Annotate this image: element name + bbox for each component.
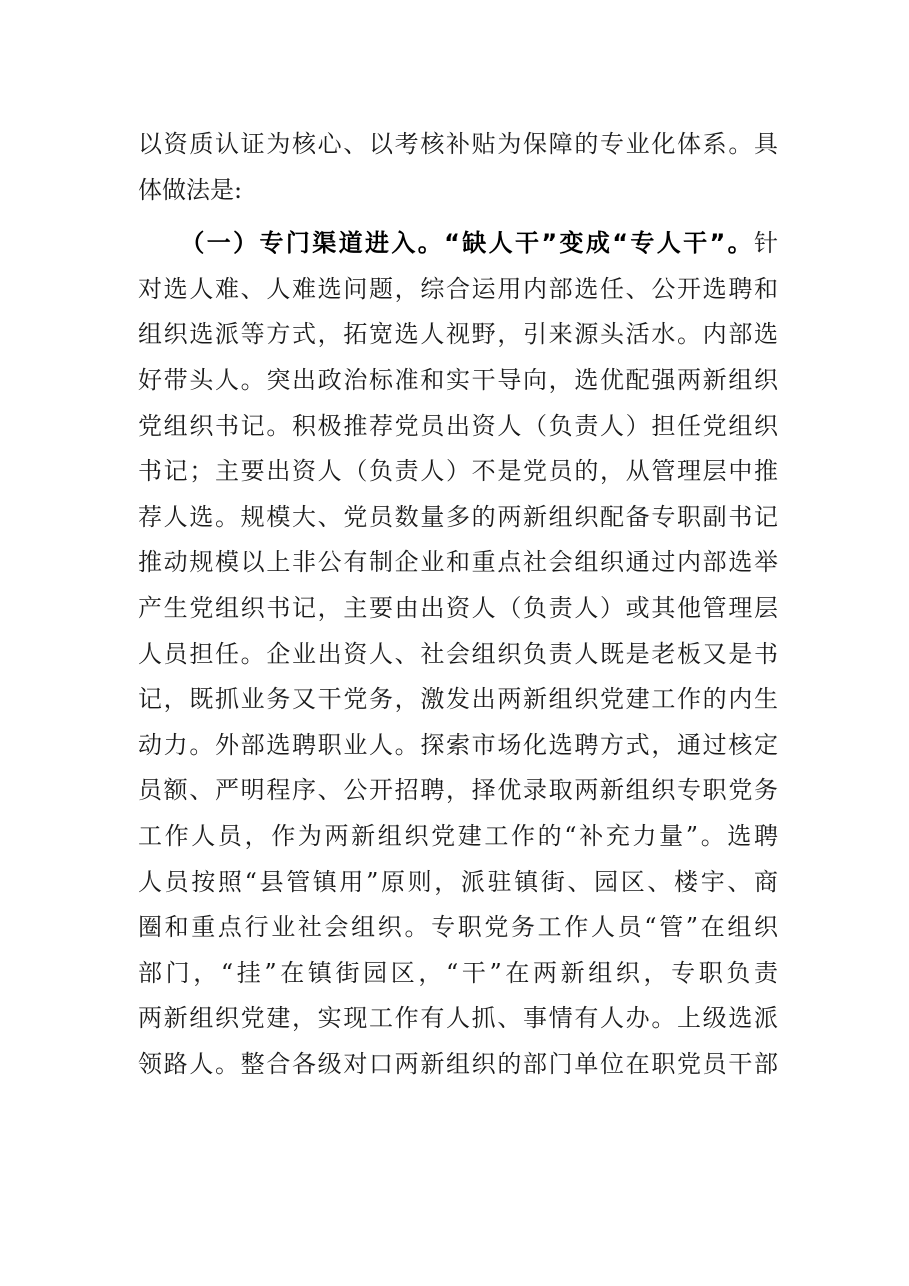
document-body (138, 122, 778, 1087)
text-line: 工作人员，作为两新组织党建工作的“补充力量”。选聘 (138, 821, 778, 850)
text-line: 组织选派等方式，拓宽选人视野，引来源头活水。内部选 (138, 320, 778, 349)
text-line: 动力。外部选聘职业人。探索市场化选聘方式，通过核定 (138, 730, 778, 759)
text-fragment: 针 (754, 229, 778, 258)
section-heading: （一）专门渠道进入。“缺人干”变成“专人干”。 (178, 229, 754, 258)
text-line: 党组织书记。积极推荐党员出资人（负责人）担任党组织 (138, 411, 778, 440)
text-line: 以资质认证为核心、以考核补贴为保障的专业化体系。具 (138, 130, 778, 158)
text-line: 员额、严明程序、公开招聘，择优录取两新组织专职党务 (138, 776, 778, 805)
text-line: 领路人。整合各级对口两新组织的部门单位在职党员干部 (138, 1049, 778, 1078)
text-line: 两新组织党建，实现工作有人抓、事情有人办。上级选派 (138, 1004, 778, 1033)
text-line: 对选人难、人难选问题，综合运用内部选任、公开选聘和 (138, 274, 778, 303)
section-heading-line (138, 221, 778, 267)
text-line: 书记；主要出资人（负责人）不是党员的，从管理层中推 (138, 457, 778, 486)
text-line: 部门，“挂”在镇街园区，“干”在两新组织，专职负责 (138, 958, 778, 987)
text-line: 产生党组织书记，主要由出资人（负责人）或其他管理层 (138, 593, 778, 622)
text-line: 人员按照“县管镇用”原则，派驻镇街、园区、楼宇、商 (138, 867, 778, 896)
text-line: 推动规模以上非公有制企业和重点社会组织通过内部选举 (138, 548, 778, 577)
text-line: 圈和重点行业社会组织。专职党务工作人员“管”在组织 (138, 913, 778, 942)
text-line: 荐人选。规模大、党员数量多的两新组织配备专职副书记 (138, 502, 778, 531)
text-line: 人员担任。企业出资人、社会组织负责人既是老板又是书 (138, 639, 778, 668)
text-line: 体做法是: (138, 175, 243, 204)
text-line: 记，既抓业务又干党务，激发出两新组织党建工作的内生 (138, 685, 778, 714)
text-line: 好带头人。突出政治标准和实干导向，选优配强两新组织 (138, 365, 778, 394)
